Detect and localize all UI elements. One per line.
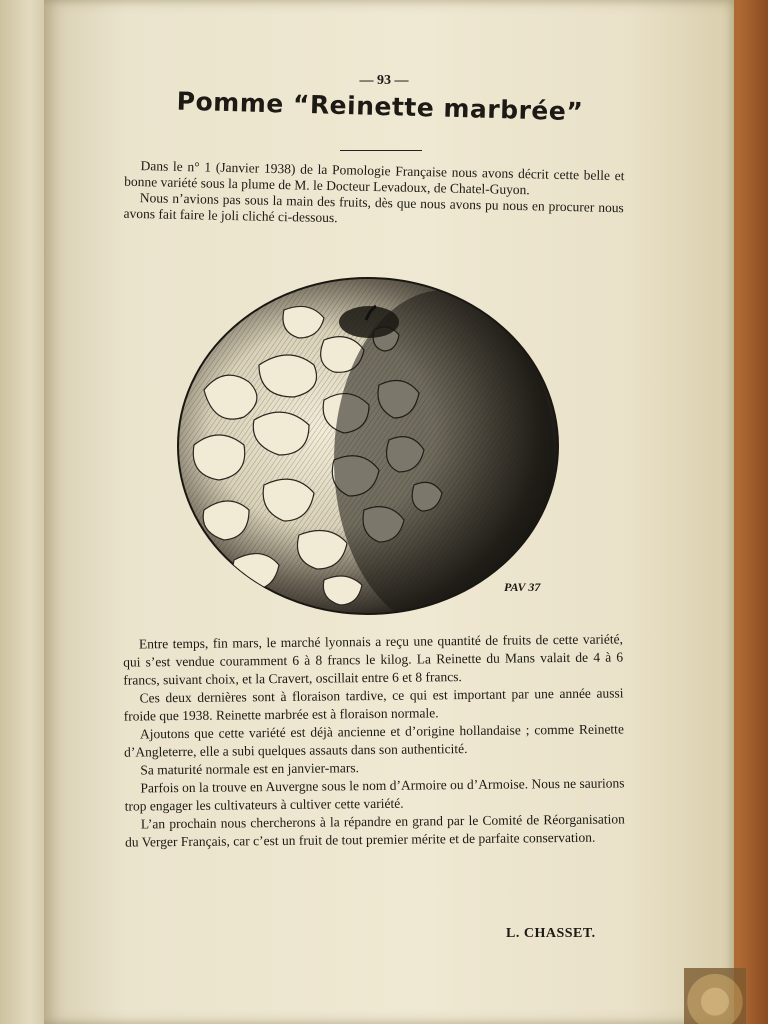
page-title: Pomme “Reinette marbrée” <box>176 86 584 127</box>
intro-text <box>123 158 624 232</box>
body-paragraph: Parfois on la trouve en Auvergne sous le nom d’Armoire ou d’Armoise. Nous ne saurions trop engager les cultivateurs à cultiver cette variété. <box>124 775 625 814</box>
body-paragraph: Ces deux dernières sont à floraison tardive, ce qui est important par une année aussi froide que 1938. Reinette marbrée est à floraison normale. <box>123 685 624 724</box>
illustrator-monogram: PAV 37 <box>504 580 541 594</box>
body-paragraph: Ajoutons que cette variété est déjà ancienne et d’origine hollandaise ; comme Reinette d’Angleterre, elle a subi quelques assauts dans son authenticité. <box>124 721 624 760</box>
intro-paragraph: Dans le n° 1 (Janvier 1938) de la Pomologie Française nous avons décrit cette belle et bonne variété sous la plume de M. le Docteur Levadoux, de Chatel-Guyon. <box>124 158 625 198</box>
author-signature: L. CHASSET. <box>506 926 596 941</box>
apple-stem-cavity <box>339 306 399 338</box>
intro-paragraph: Nous n’avions pas sous la main des fruits, dès que nous avons pu nous en procurer nous avons fait faire le joli cliché ci-dessous. <box>123 190 624 226</box>
body-paragraph: Entre temps, fin mars, le marché lyonnais a reçu une quantité de fruits de cette variété, qui s’est vendue couramment 6 à 8 francs le kilog. La Reinette du Mans valait de 4 à 6 francs, suivant choix, et la Cravert, oscillait entre 6 et 8 francs. <box>123 631 624 688</box>
page-number: — 93 — <box>359 73 409 88</box>
body-paragraph: L’an prochain nous chercherons à la répandre en grand par le Comité de Réorganisation du Verger Français, car c’est un fruit de tout premier mérite et de parfaite conservation. <box>124 811 625 850</box>
body-text <box>123 630 625 851</box>
book-page <box>44 0 734 1024</box>
title-divider <box>340 150 422 151</box>
body-paragraph: Sa maturité normale est en janvier-mars. <box>140 760 360 778</box>
apple-illustration <box>174 270 564 620</box>
corner-thumbnail-image <box>684 968 746 1024</box>
